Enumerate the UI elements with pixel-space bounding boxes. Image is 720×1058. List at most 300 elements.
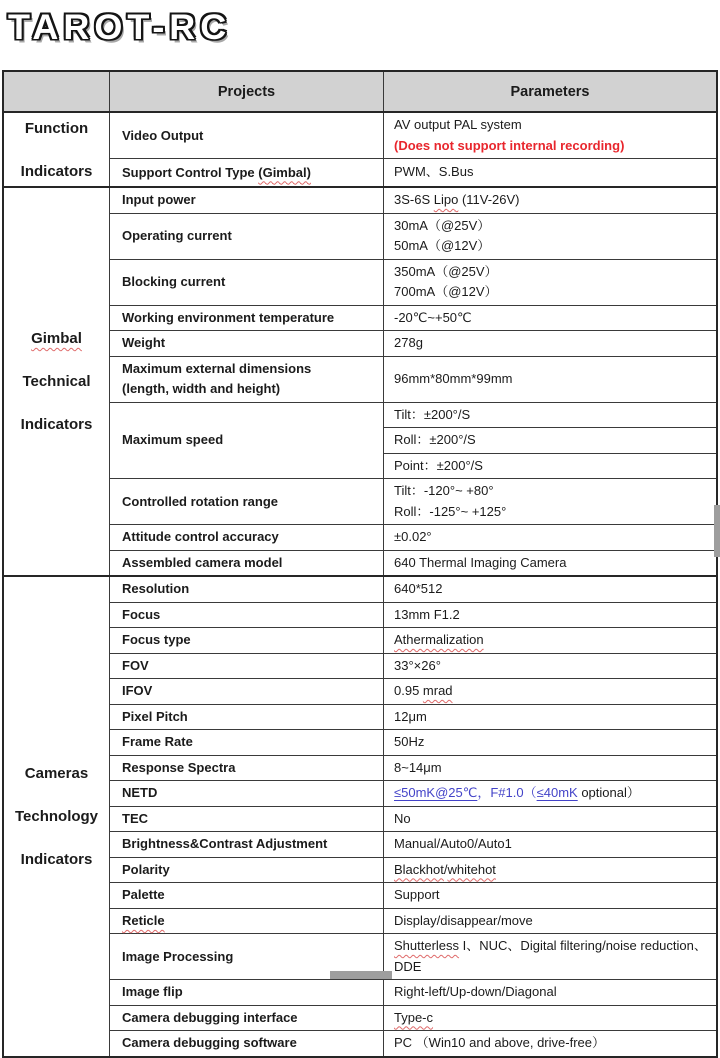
text-line — [394, 630, 710, 651]
parameter-cell-group — [384, 934, 716, 979]
text-segment: 13mm F1.2 — [394, 606, 460, 622]
text-line — [394, 758, 710, 779]
text-segment: Camera debugging software — [122, 1035, 297, 1051]
spec-row — [110, 551, 716, 576]
spec-row — [110, 679, 716, 705]
text-line — [122, 834, 377, 854]
text-segment: Type-c — [394, 1009, 434, 1025]
parameter-cell — [384, 1031, 716, 1056]
text-line — [122, 630, 377, 650]
text-line — [122, 226, 377, 246]
parameter-cell-group — [384, 781, 716, 806]
text-segment: Cameras — [24, 764, 89, 782]
text-line — [122, 1008, 377, 1028]
text-segment: Gimbal — [31, 330, 82, 347]
text-line — [25, 765, 88, 782]
text-line — [122, 982, 377, 1002]
parameter-cell-group — [384, 603, 716, 628]
spec-row — [110, 306, 716, 332]
parameter-cell-group — [384, 479, 716, 524]
text-segment: Polarity — [122, 861, 170, 877]
text-segment: Camera debugging interface — [122, 1009, 298, 1025]
text-line — [122, 758, 377, 778]
section-function-indicators — [4, 113, 716, 188]
section-label — [4, 188, 110, 575]
text-segment: Technical — [22, 373, 91, 390]
text-segment: Support Control Type — [122, 164, 259, 180]
spec-row — [110, 403, 716, 480]
text-segment: Pixel Pitch — [122, 708, 188, 724]
text-line — [15, 808, 98, 825]
text-line — [122, 553, 377, 573]
text-segment: Technology — [14, 807, 99, 825]
text-segment: optional） — [577, 785, 640, 800]
text-segment: Resolution — [122, 581, 190, 597]
text-line — [122, 681, 377, 701]
text-line — [122, 190, 377, 210]
text-segment: Tilt：±200°/S — [394, 406, 471, 422]
text-line — [394, 527, 710, 548]
text-segment: Image flip — [122, 984, 183, 1000]
spec-row — [110, 980, 716, 1006]
text-segment: Roll：-125°~ +125° — [394, 503, 507, 519]
spec-row — [110, 756, 716, 782]
text-line — [394, 456, 710, 477]
text-segment: Right-left/Up-down/Diagonal — [394, 984, 557, 999]
parameter-cell-group — [384, 577, 716, 602]
text-line — [394, 834, 710, 855]
parameter-cell-group — [384, 980, 716, 1005]
spec-row — [110, 159, 716, 186]
project-cell — [110, 832, 384, 857]
parameter-cell-group — [384, 403, 716, 479]
text-line — [122, 359, 377, 379]
text-segment: ，F#1.0（ — [477, 785, 537, 800]
project-cell — [110, 1006, 384, 1031]
text-segment: 8~14μm — [394, 759, 442, 775]
text-line — [394, 333, 710, 354]
parameter-cell — [384, 980, 716, 1005]
text-segment: 278g — [394, 335, 423, 350]
text-line — [394, 430, 710, 451]
parameter-cell-group — [384, 331, 716, 356]
project-cell — [110, 909, 384, 934]
project-cell — [110, 883, 384, 908]
text-segment: 700mA（@12V） — [394, 284, 498, 299]
project-cell — [110, 159, 384, 186]
text-line — [394, 481, 710, 502]
parameter-cell-group — [384, 628, 716, 653]
parameter-cell — [384, 883, 716, 908]
text-segment: Image Processing — [122, 948, 234, 964]
spec-row — [110, 214, 716, 260]
text-segment: AV output PAL system — [394, 117, 522, 132]
project-cell — [110, 113, 384, 158]
parameter-cell — [384, 679, 716, 704]
text-line — [21, 163, 93, 180]
spec-row — [110, 331, 716, 357]
parameter-cell — [384, 603, 716, 628]
parameter-cell — [384, 188, 716, 213]
text-segment: 0.95 — [394, 683, 423, 698]
parameter-cell — [384, 756, 716, 781]
text-segment: / — [443, 861, 448, 877]
text-segment: 50mA（@12V） — [394, 238, 491, 253]
text-line — [394, 605, 710, 626]
text-segment: 350mA（@25V） — [394, 263, 498, 279]
spec-row — [110, 807, 716, 833]
parameter-cell — [384, 807, 716, 832]
parameter-cell-group — [384, 525, 716, 550]
text-segment: FOV — [122, 657, 149, 673]
text-line — [122, 656, 377, 676]
text-line — [394, 502, 710, 523]
parameter-cell-group — [384, 551, 716, 576]
text-line — [122, 732, 377, 752]
text-line — [394, 308, 710, 329]
parameter-cell-group — [384, 756, 716, 781]
text-segment: Maximum external dimensions — [122, 361, 312, 376]
project-cell — [110, 1031, 384, 1056]
text-segment: No — [394, 810, 411, 826]
text-segment: Assembled camera model — [122, 554, 283, 570]
text-line — [394, 216, 710, 237]
parameter-cell — [384, 479, 716, 524]
text-line — [22, 373, 90, 390]
text-line — [25, 120, 88, 137]
project-cell — [110, 781, 384, 806]
text-segment: Attitude control accuracy — [122, 529, 279, 545]
project-cell — [110, 551, 384, 576]
text-segment: Brightness&Contrast Adjustment — [122, 836, 328, 852]
parameter-cell-group — [384, 730, 716, 755]
text-line — [394, 236, 710, 257]
text-line — [394, 707, 710, 728]
text-segment: DDE — [394, 958, 422, 974]
text-line — [394, 957, 710, 978]
text-line — [394, 885, 710, 906]
parameter-cell — [384, 832, 716, 857]
section-rows — [110, 577, 716, 1056]
text-line — [394, 369, 710, 390]
parameter-cell-group — [384, 654, 716, 679]
text-line — [394, 579, 710, 600]
project-cell — [110, 858, 384, 883]
specification-table — [2, 70, 718, 1058]
text-segment: Blocking current — [122, 274, 226, 289]
spec-row — [110, 832, 716, 858]
project-cell — [110, 214, 384, 259]
text-line — [122, 379, 377, 399]
text-line — [122, 605, 377, 625]
parameter-cell-group — [384, 1031, 716, 1056]
text-segment: Controlled rotation range — [122, 493, 278, 509]
text-line — [122, 492, 377, 512]
project-cell — [110, 188, 384, 213]
parameter-cell-group — [384, 679, 716, 704]
text-segment: 96mm*80mm*99mm — [394, 370, 513, 386]
table-header-row — [4, 72, 716, 113]
text-line — [394, 405, 710, 426]
text-line — [394, 553, 710, 574]
parameter-cell — [384, 453, 716, 479]
table-body — [4, 113, 716, 1056]
parameter-cell-group — [384, 858, 716, 883]
section-label — [4, 113, 110, 186]
text-line — [122, 333, 377, 353]
parameter-cell — [384, 113, 716, 158]
text-line — [394, 282, 710, 303]
text-line — [122, 885, 377, 905]
spec-row — [110, 603, 716, 629]
spec-row — [110, 654, 716, 680]
text-line — [21, 416, 93, 433]
parameter-cell — [384, 551, 716, 576]
parameter-cell-group — [384, 883, 716, 908]
text-segment: ≤50mK@25℃ — [394, 785, 478, 800]
text-segment: ±0.02° — [394, 529, 432, 544]
parameter-cell-group — [384, 909, 716, 934]
text-segment: mrad — [422, 683, 453, 698]
text-line — [394, 681, 710, 702]
text-segment: Focus type — [122, 632, 191, 648]
text-segment: Indicators — [20, 162, 93, 180]
parameter-cell — [384, 306, 716, 331]
spec-row — [110, 113, 716, 159]
project-cell — [110, 306, 384, 331]
section-gimbal-technical-indicators — [4, 188, 716, 577]
header-projects: Projects — [110, 72, 384, 111]
spec-row — [110, 479, 716, 525]
tarot-rc-logo: TAROT-RC — [8, 6, 232, 47]
project-cell — [110, 525, 384, 550]
text-segment: Manual/Auto0/Auto1 — [394, 836, 512, 851]
text-line — [394, 1033, 710, 1054]
spec-row — [110, 577, 716, 603]
parameter-cell — [384, 1006, 716, 1031]
text-segment: IFOV — [122, 683, 153, 699]
parameter-cell-group — [384, 188, 716, 213]
text-segment: Display/disappear/move — [394, 912, 533, 928]
text-line — [122, 860, 377, 880]
text-segment: 33°×26° — [394, 657, 441, 673]
project-cell — [110, 679, 384, 704]
text-segment: Indicators — [20, 850, 93, 868]
parameter-cell — [384, 909, 716, 934]
project-cell — [110, 479, 384, 524]
project-cell — [110, 730, 384, 755]
parameter-cell-group — [384, 159, 716, 186]
parameter-cell — [384, 159, 716, 186]
project-cell — [110, 260, 384, 305]
parameter-cell — [384, 628, 716, 653]
parameter-cell — [384, 577, 716, 602]
text-line — [122, 163, 377, 183]
section-rows — [110, 113, 716, 186]
parameter-cell — [384, 705, 716, 730]
parameter-cell-group — [384, 113, 716, 158]
text-line — [122, 527, 377, 547]
parameter-cell — [384, 781, 716, 806]
text-segment: Reticle — [122, 912, 165, 928]
parameter-cell — [384, 427, 716, 453]
spec-row — [110, 730, 716, 756]
text-segment: 30mA（@25V） — [394, 217, 491, 233]
text-segment: ≤40mK — [536, 785, 578, 800]
project-cell — [110, 331, 384, 356]
vertical-scrollbar-thumb[interactable] — [714, 505, 720, 557]
text-segment: Maximum speed — [122, 432, 224, 448]
text-line — [394, 860, 710, 881]
parameter-cell — [384, 934, 716, 979]
spec-row — [110, 934, 716, 980]
text-line — [394, 936, 710, 957]
text-line — [122, 911, 377, 931]
text-segment: (Does not support internal recording) — [394, 137, 625, 153]
text-segment: Roll：±200°/S — [394, 432, 476, 447]
spec-row — [110, 781, 716, 807]
text-line — [31, 330, 82, 347]
text-segment: Input power — [122, 192, 196, 208]
text-line — [394, 656, 710, 677]
spec-row — [110, 260, 716, 306]
text-segment: PC （Win10 and above, drive-free） — [394, 1035, 605, 1050]
spec-row — [110, 628, 716, 654]
text-segment: Frame Rate — [122, 734, 193, 750]
spec-row — [110, 1031, 716, 1056]
text-segment: 3S-6S — [394, 192, 434, 207]
spec-row — [110, 525, 716, 551]
text-line — [21, 851, 93, 868]
text-line — [394, 809, 710, 830]
text-line — [122, 947, 377, 967]
text-segment: Operating current — [122, 228, 232, 243]
text-line — [394, 262, 710, 283]
parameter-cell — [384, 357, 716, 402]
text-segment: Support — [394, 887, 440, 902]
parameter-cell-group — [384, 214, 716, 259]
text-segment: Indicators — [20, 416, 93, 433]
parameter-cell — [384, 331, 716, 356]
header-blank-cell — [4, 72, 110, 111]
parameter-cell-group — [384, 306, 716, 331]
text-segment: 640*512 — [394, 581, 443, 596]
text-segment: Video Output — [122, 127, 204, 143]
text-line — [394, 136, 710, 157]
parameter-cell — [384, 525, 716, 550]
text-segment: (length, width and height) — [122, 381, 281, 396]
spec-row — [110, 883, 716, 909]
text-line — [122, 272, 377, 292]
parameter-cell — [384, 858, 716, 883]
text-segment: 50Hz — [394, 734, 425, 749]
parameter-cell-group — [384, 807, 716, 832]
text-line — [122, 308, 377, 328]
text-line — [122, 1033, 377, 1053]
spec-row — [110, 858, 716, 884]
text-segment: I、NUC、Digital filtering/noise reduction、 — [459, 938, 707, 953]
text-segment: Lipo — [433, 192, 459, 207]
text-segment: Response Spectra — [122, 759, 236, 775]
project-cell — [110, 603, 384, 628]
text-segment: PWM、S.Bus — [394, 164, 474, 180]
text-segment: Tilt：-120°~ +80° — [394, 483, 494, 498]
text-segment: Athermalization — [394, 632, 484, 647]
parameter-cell-group — [384, 1006, 716, 1031]
text-line — [122, 783, 377, 803]
text-segment: -20℃~+50℃ — [394, 309, 472, 325]
section-cameras-technology-indicators — [4, 577, 716, 1056]
project-cell — [110, 705, 384, 730]
project-cell — [110, 756, 384, 781]
text-segment: Palette — [122, 887, 165, 903]
text-segment: (Gimbal) — [258, 164, 311, 180]
parameter-cell — [384, 730, 716, 755]
project-cell — [110, 577, 384, 602]
text-line — [394, 982, 710, 1003]
text-segment: 12μm — [394, 708, 427, 724]
text-segment: NETD — [122, 785, 158, 801]
parameter-cell — [384, 260, 716, 305]
text-segment: Point：±200°/S — [394, 457, 483, 473]
text-segment: (11V-26V) — [458, 192, 520, 207]
project-cell — [110, 403, 384, 479]
text-segment: Working environment temperature — [122, 309, 335, 325]
text-line — [394, 190, 710, 211]
section-label — [4, 577, 110, 1056]
parameter-cell-group — [384, 705, 716, 730]
spec-row — [110, 1006, 716, 1032]
horizontal-scrollbar-thumb[interactable] — [330, 971, 392, 979]
text-line — [122, 430, 377, 450]
text-line — [394, 732, 710, 753]
text-line — [394, 783, 710, 804]
text-line — [394, 1008, 710, 1029]
parameter-cell — [384, 214, 716, 259]
parameter-cell-group — [384, 832, 716, 857]
text-segment: Shutterless — [394, 938, 460, 953]
project-cell — [110, 628, 384, 653]
section-rows — [110, 188, 716, 575]
spec-row — [110, 188, 716, 214]
text-line — [394, 162, 710, 183]
project-cell — [110, 357, 384, 402]
parameter-cell — [384, 403, 716, 428]
text-line — [394, 911, 710, 932]
spec-row — [110, 357, 716, 403]
text-segment: Focus — [122, 606, 161, 622]
text-line — [122, 707, 377, 727]
text-line — [122, 809, 377, 829]
text-segment: 640 Thermal Imaging Camera — [394, 554, 567, 570]
project-cell — [110, 654, 384, 679]
text-segment: TEC — [122, 810, 148, 826]
header-parameters: Parameters — [510, 83, 590, 100]
parameter-cell — [384, 654, 716, 679]
spec-row — [110, 705, 716, 731]
text-line — [394, 115, 710, 136]
parameter-cell-group — [384, 357, 716, 402]
project-cell — [110, 980, 384, 1005]
text-segment: whitehot — [447, 861, 496, 877]
text-line — [122, 579, 377, 599]
text-segment: Blackhot — [394, 861, 444, 877]
spec-row — [110, 909, 716, 935]
text-segment: Weight — [122, 335, 166, 351]
parameter-cell-group — [384, 260, 716, 305]
text-segment: Function — [24, 119, 89, 137]
text-line — [122, 126, 377, 146]
